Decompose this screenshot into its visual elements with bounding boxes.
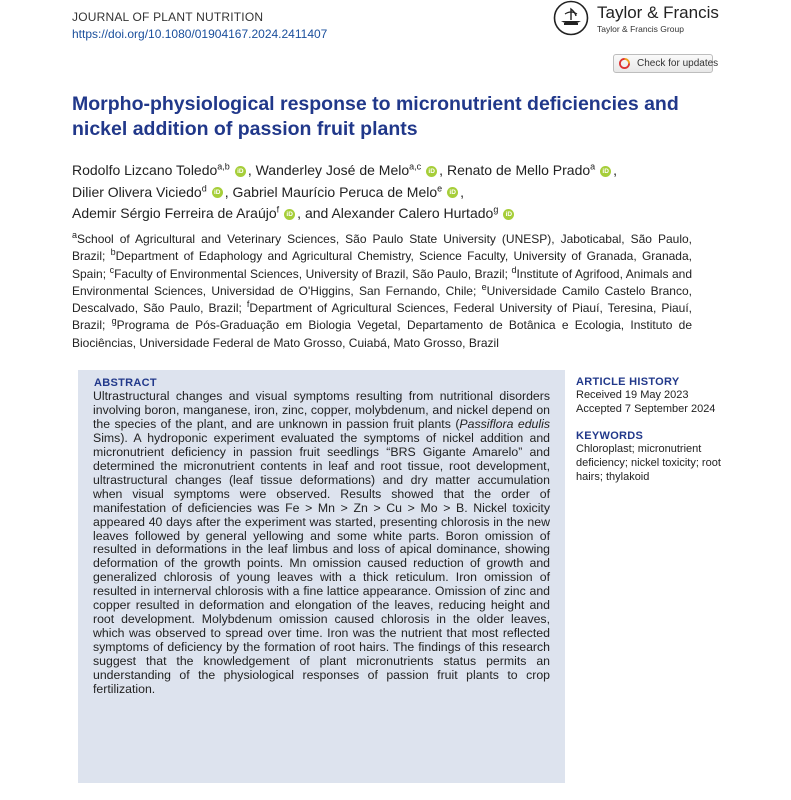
author-separator: ,: [247, 162, 256, 178]
abstract-box: [78, 370, 565, 783]
author-separator: ,: [439, 162, 447, 178]
check-updates-icon: [619, 58, 630, 69]
publisher-emblem-icon: [553, 0, 589, 36]
author-name[interactable]: Dilier Olivera Viciedo: [72, 183, 202, 200]
orcid-icon[interactable]: iD: [235, 166, 246, 177]
author-affiliation-mark: d: [201, 182, 207, 193]
author-affiliation-mark: f: [276, 204, 280, 215]
author-affiliation-mark: a,b: [217, 161, 230, 172]
article-sidebar: [576, 376, 726, 484]
orcid-icon[interactable]: iD: [600, 166, 611, 177]
article-history-heading: ARTICLE HISTORY: [576, 376, 680, 388]
author-affiliation-mark: a,c: [409, 161, 422, 172]
author-affiliation-mark: g: [493, 204, 499, 215]
author-separator: , and: [297, 205, 332, 221]
author-separator: ,: [460, 183, 465, 200]
author-name[interactable]: Rodolfo Lizcano Toledo: [72, 162, 218, 178]
keywords-text: Chloroplast; micronutrient deficiency; nickel toxicity; root hairs; thylakoid: [576, 443, 721, 483]
keywords-heading: KEYWORDS: [576, 430, 644, 442]
doi-link[interactable]: https://doi.org/10.1080/01904167.2024.2411407: [72, 27, 328, 41]
author-name[interactable]: Wanderley José de Melo: [255, 162, 410, 178]
journal-name: JOURNAL OF PLANT NUTRITION: [72, 10, 264, 24]
affiliation-key: b: [110, 247, 116, 258]
author-affiliation-mark: e: [437, 182, 443, 193]
author-separator: ,: [224, 183, 233, 200]
affiliation-key: f: [246, 299, 250, 310]
accepted-date: Accepted 7 September 2024: [576, 403, 716, 415]
affiliation-key: g: [111, 316, 117, 327]
publisher-group: Taylor & Francis Group: [597, 24, 684, 34]
author-name[interactable]: Gabriel Maurício Peruca de Melo: [232, 183, 438, 200]
affiliation-text: Department of Edaphology and Agricultural Chemistry, Science Faculty, University of Granada, Granada, Spain;: [72, 249, 692, 281]
affiliation-text: Programa de Pós-Graduação em Biologia Vegetal, Departamento de Botânica e Ecologia, Instituto de Biociências, Universidade Federal de Mato Grosso, Cuiabá, Mato Grosso, Brazil: [72, 318, 693, 350]
affiliation-text: Department of Agricultural Sciences, Federal University of Piauí, Teresina, Piauí, Brazil;: [72, 301, 693, 333]
author-name[interactable]: Renato de Mello Prado: [446, 162, 591, 178]
orcid-icon[interactable]: iD: [503, 209, 514, 220]
author-separator: ,: [613, 162, 618, 178]
check-for-updates-button[interactable]: [613, 54, 719, 73]
abstract-heading: ABSTRACT: [94, 377, 157, 389]
article-title: Morpho-physiological response to micronutrient deficiencies and nickel addition of passion fruit plants: [72, 93, 679, 140]
author-name[interactable]: Alexander Calero Hurtado: [331, 205, 494, 221]
author-affiliation-mark: a: [590, 161, 596, 172]
affiliations: [72, 231, 692, 352]
publisher-logo: [553, 0, 743, 40]
abstract-text: Ultrastructural changes and visual symptoms resulting from nutritional disorders involving boron, manganese, iron, zinc, copper, molybdenum, and nickel depend on the species of the plant, and are unknown in passion fruit plants (Passiflora edulis Sims). A hydroponic experiment evaluated the symptoms of nickel addition and micronutrient deficiency in passion fruit seedlings “BRS Gigante Amarelo” and determined the micronutrient contents in leaf and root tissue, root development, ultrastructural changes (leaf tissue deformations) and dry matter accumulation when visual symptoms were observed. Results showed that the order of manifestation of deficiencies was Fe > Mn > Zn > Cu > Mo > B. Nickel toxicity appeared 40 days after the experiment was started, presenting chlorosis in the new leaves followed by general yellowing and some white parts. Boron omission of resulted in deformations in the leaf limbus and loss of apical dominance, showing deformation of the growth points. Mn omission caused reduction of growth and generalized chlorosis of young leaves with a thick reticulum. Iron omission of resulted in internerval chlorosis with a fine lattice appearance. Omission of zinc and copper resulted in deformation and elongation of the leaves, reducing height and root development. Molybdenum omission caused chlorosis in the older leaves, which was observed to spread over time. Iron was the nutrient that most reflected symptoms of deficiency by the formation of root hairs. The findings of this research suggest that the knowledgement of plant micronutrients status permits an understanding of the physiological responses of passion fruit plants to crop fertilization.: [93, 389, 550, 697]
author-list: [72, 160, 762, 225]
received-date: Received 19 May 2023: [576, 389, 689, 401]
affiliation-key: c: [109, 264, 115, 275]
orcid-icon[interactable]: iD: [447, 187, 458, 198]
affiliation-text: Institute of Agrifood, Animals and Environmental Sciences, Universidad de O'Higgins, San Fernando, Chile;: [72, 266, 693, 298]
affiliation-text: School of Agricultural and Veterinary Sciences, São Paulo State University (UNESP), Jaboticabal, São Paulo, Brazil;: [72, 232, 692, 264]
affiliation-key: e: [481, 281, 487, 292]
publisher-name: Taylor & Francis: [597, 3, 719, 22]
affiliation-text: Universidade Camilo Castelo Branco, Descalvado, São Paulo, Brazil;: [72, 283, 692, 316]
affiliation-key: d: [511, 264, 517, 275]
author-name[interactable]: Ademir Sérgio Ferreira de Araújo: [72, 205, 277, 221]
orcid-icon[interactable]: iD: [284, 209, 295, 220]
check-updates-label: Check for updates: [637, 58, 719, 69]
orcid-icon[interactable]: iD: [212, 187, 223, 198]
affiliation-text: Faculty of Environmental Sciences, University of Brazil, São Paulo, Brazil;: [114, 266, 512, 281]
orcid-icon[interactable]: iD: [426, 166, 437, 177]
affiliation-key: a: [72, 230, 78, 240]
